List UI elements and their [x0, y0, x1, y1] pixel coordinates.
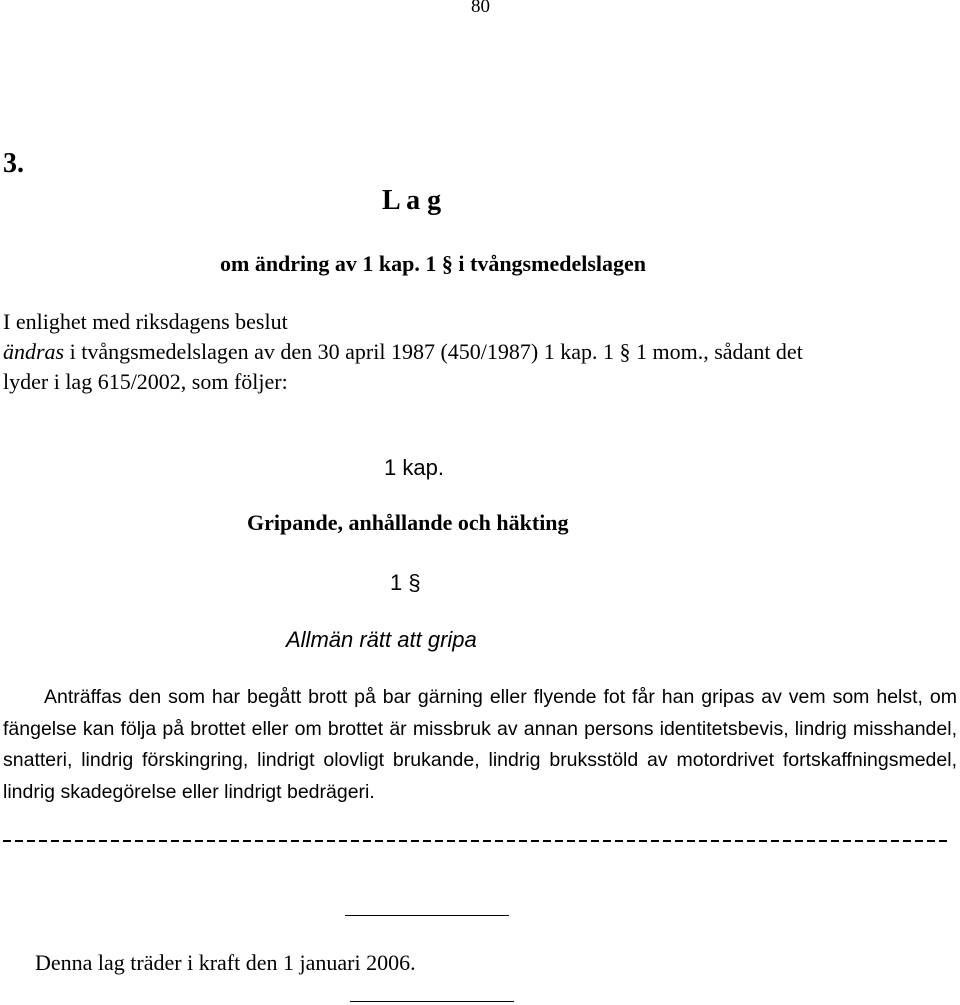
chapter-title: Gripande, anhållande och häkting [247, 510, 569, 535]
paragraph-number: 1 § [390, 570, 421, 595]
paragraph-body: Anträffas den som har begått brott på bar gärning eller flyende fot får han gripas av vem som helst, om fängelse kan följa på brottet eller om brottet är missbruk av annan persons identitetsbevis, lindrig misshandel, snatteri, lindrig förskingring, lindrigt olovligt brukande, lindrig bruksstöld av motordrivet fortskaffningsmedel, lindrig skadegörelse eller lindrigt bedrägeri. [3, 686, 957, 803]
preamble-line-2-rest: i tvångsmedelslagen av den 30 april 1987 (450/1987) 1 kap. 1 § 1 mom., sådant det [64, 339, 803, 364]
page-number: 80 [471, 0, 490, 17]
rule-divider-top [345, 915, 509, 916]
chapter-number: 1 kap. [384, 455, 444, 480]
law-title: L a g [382, 185, 442, 216]
preamble-line-2 [3, 339, 803, 365]
dashed-separator [3, 840, 950, 842]
law-subtitle: om ändring av 1 kap. 1 § i tvångsmedelslagen [220, 251, 646, 276]
rule-divider-bottom [350, 1001, 514, 1002]
preamble-emphasis: ändras [3, 339, 65, 364]
closing-text: Denna lag träder i kraft den 1 januari 2006. [35, 950, 416, 975]
preamble-line-3: lyder i lag 615/2002, som följer: [3, 369, 288, 394]
paragraph-heading: Allmän rätt att gripa [286, 627, 477, 652]
section-number: 3. [3, 148, 24, 179]
preamble-line-1: I enlighet med riksdagens beslut [3, 309, 288, 334]
